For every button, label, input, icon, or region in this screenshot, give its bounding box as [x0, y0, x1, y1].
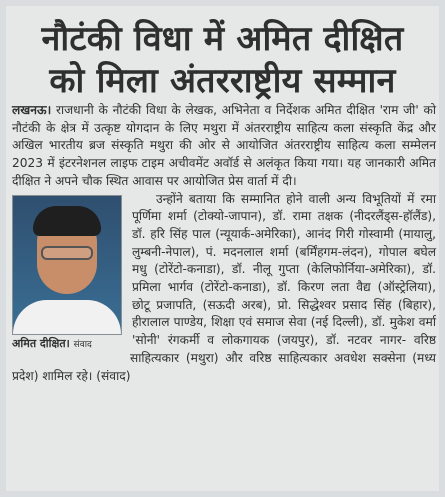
article-paragraph-1	[12, 102, 436, 191]
headline-line-1: नौटंकी विधा में अमित दीक्षित	[41, 19, 404, 59]
photo-credit: संवाद	[73, 339, 92, 350]
dateline: लखनऊ।	[12, 103, 52, 117]
hair-shape	[33, 206, 101, 236]
shirt-shape	[13, 300, 121, 334]
headline-line-2: को मिला अंतरराष्ट्रीय सम्मान	[49, 61, 396, 101]
portrait-photo	[12, 195, 122, 335]
photo-caption	[12, 337, 120, 352]
newspaper-clipping	[6, 6, 439, 491]
paragraph-1-text: राजधानी के नौटंकी विधा के लेखक, अभिनेता व निर्देशक अमित दीक्षित 'राम जी' को नौटंकी के क्षेत्र में उत्कृष्ट योगदान के लिए मथुरा में अंतरराष्ट्रीय साहित्य कला संस्कृति केंद्र और अखिल भारतीय ब्रज संस्कृति मथुरा की ओर से आयोजित अंतरराष्ट्रीय साहित्य कला सम्मेलन 2023 में इंटरनेशनल लाइफ टाइम अचीवमेंट अवॉर्ड से अलंकृत किया गया। यह जानकारी अमित दीक्षित ने अपने चौक स्थित आवास पर आयोजित प्रेस वार्ता में दी।	[12, 103, 436, 188]
photo-caption-name: अमित दीक्षित।	[12, 336, 70, 350]
spectacles-shape	[41, 246, 93, 260]
article-paragraph-2: उन्होंने बताया कि सम्मानित होने वाली अन्य विभूतियों में रमा पूर्णिमा शर्मा (टोक्यो-जापान), डॉ. रामा तक्षक (नीदरलैंड्स-हॉलैंड), डॉ. हरि सिंह पाल (न्यूयार्क-अमेरिका), आनंद गिरी गोस्वामी (मायालु, लुम्बनी-नेपाल), पं. मदनलाल शर्मा (बर्मिंहगम-लंदन), गोपाल बघेल मधु (टोरेंटो-कनाडा), डॉ. नीलू गुप्ता (केलिफोर्निया-अमेरिका), डॉ. प्रमिला भार्गव (टोरेंटो-कनाडा), डॉ. किरण लता वैद्य (ऑस्ट्रेलिया), छोटू प्रजापति, (सऊदी अरब), प्रो. सिद्धेश्वर प्रसाद सिंह (बिहार), हीरालाल पाण्डेय, शिक्षा एवं समाज सेवा (नई दिल्ली), डॉ. मुकेश वर्मा 'सोनी' रंगकर्मी व लोकगायक (जयपुर), डॉ. नटवर नागर- वरिष्ठ साहित्यकार (मथुरा) और वरिष्ठ साहित्यकार अवधेश सक्सेना (मध्य प्रदेश) शामिल रहे। (संवाद)	[12, 191, 436, 383]
article-body	[12, 102, 436, 385]
